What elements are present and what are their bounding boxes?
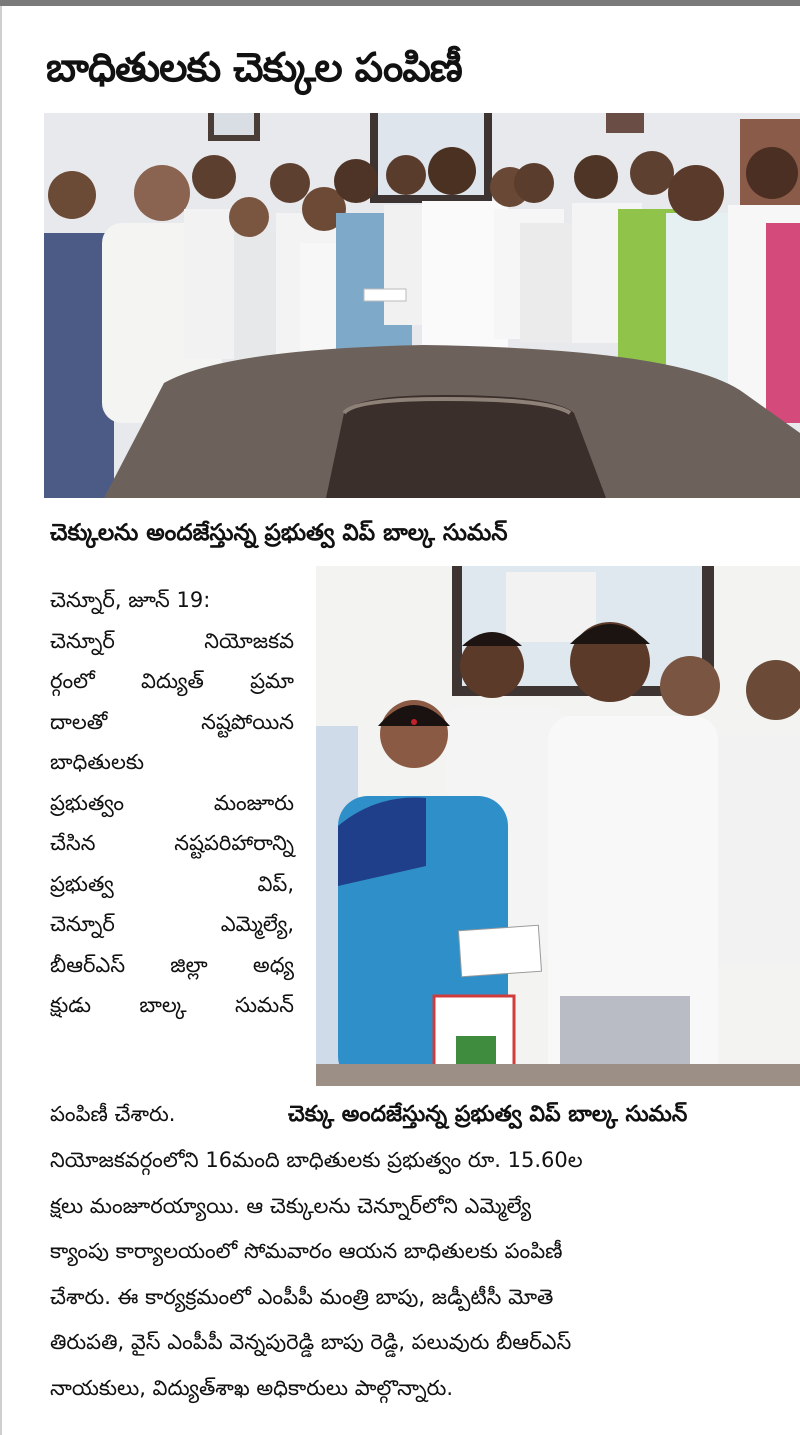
text-line: చెన్నూర్ ఎమ్మెల్యే,	[50, 912, 294, 936]
text-line: దాలతో నష్టపోయిన	[50, 709, 294, 734]
text-line: నాయకులు, విద్యుత్‌శాఖ అధికారులు పాల్గొన్నారు.	[50, 1375, 454, 1400]
text-line: క్షుడు బాల్క సుమన్	[50, 993, 294, 1017]
text-line: నియోజకవర్గంలోని 16మంది బాధితులకు ప్రభుత్వం రూ. 15.60ల	[50, 1148, 583, 1172]
caption-row	[50, 1092, 800, 1136]
headline: బాధితులకు చెక్కుల పంపిణీ	[46, 45, 462, 91]
narrow-column-text	[50, 580, 294, 1026]
text-line: తిరుపతి, వైస్ ఎంపీపీ వెన్నపురెడ్డి బాపు రెడ్డి, పలువురు బీఆర్ఎస్	[50, 1330, 572, 1354]
text-line: ప్రభుత్వం మంజూరు	[50, 790, 294, 815]
text-line: ప్రభుత్వ విప్,	[50, 871, 294, 896]
woman-receiving-cheque-photo	[316, 566, 800, 1086]
text-line: ర్గంలో విద్యుత్ ప్రమా	[50, 669, 294, 693]
text-line: చేసిన నష్టపరిహారాన్ని	[50, 831, 294, 855]
wide-column-text	[50, 1138, 800, 1411]
text-line: చెన్నూర్ నియోజకవ	[50, 628, 294, 653]
group-cheque-photo	[44, 113, 800, 498]
column-rule	[0, 6, 2, 1435]
text-line: బాధితులకు	[50, 750, 145, 774]
text-line: పంపిణీ చేశారు.	[50, 1102, 176, 1126]
text-line: బీఆర్ఎస్ జిల్లా అధ్య	[50, 952, 294, 977]
top-rule	[0, 0, 800, 6]
text-line: చేశారు. ఈ కార్యక్రమంలో ఎంపీపీ మంత్రి బాపు, జడ్పీటీసీ మోతె	[50, 1284, 554, 1309]
text-line: చెన్నూర్, జూన్ 19:	[50, 588, 211, 612]
text-line: క్యాంపు కార్యాలయంలో సోమవారం ఆయన బాధితులకు పంపిణీ	[50, 1239, 563, 1263]
text-line: క్షలు మంజూరయ్యాయి. ఆ చెక్కులను చెన్నూర్‌లోని ఎమ్మెల్యే	[50, 1193, 532, 1218]
photo2-caption: చెక్కు అందజేస్తున్న ప్రభుత్వ విప్ బాల్క సుమన్	[288, 1102, 688, 1127]
photo1-caption: చెక్కులను అందజేస్తున్న ప్రభుత్వ విప్ బాల్క సుమన్	[50, 520, 508, 546]
